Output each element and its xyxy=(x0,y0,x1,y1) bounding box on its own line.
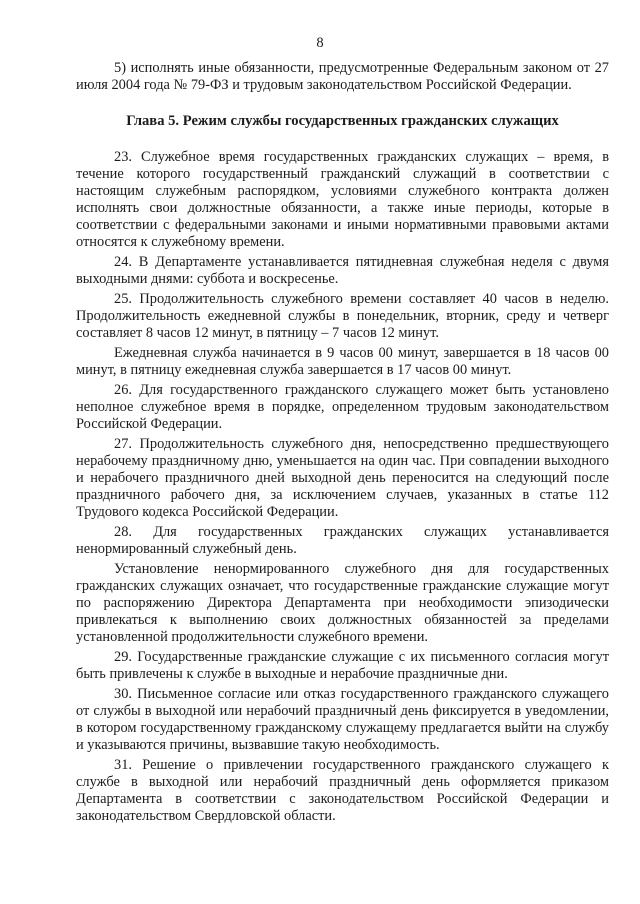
paragraph-30: 30. Письменное согласие или отказ государственного гражданского служащего от службы в выходной или нерабочий праздничный день фиксируется в уведомлении, в котором государственному гражданскому служащему предлагается выйти на службу и указываются причины, вызвавшие такую необходимость. xyxy=(76,686,609,753)
intro-item-5: 5) исполнять иные обязанности, предусмотренные Федеральным законом от 27 июля 2004 года № 79-ФЗ и трудовым законодательством Российской Федерации. xyxy=(76,60,609,93)
paragraph-28-continued: Установление ненормированного служебного дня для государственных гражданских служащих означает, что государственные гражданские служащие могут по распоряжению Директора Департамента при необходимости эпизодически привлекаться к выполнению своих должностных обязанностей за пределами установленной продолжительности служебного времени. xyxy=(76,561,609,645)
paragraph-31: 31. Решение о привлечении государственного гражданского служащего к службе в выходной или нерабочий праздничный день оформляется приказом Департамента в соответствии с законодательством Российской Федерации и законодательством Свердловской области. xyxy=(76,757,609,824)
chapter-title: Глава 5. Режим службы государственных гражданских служащих xyxy=(126,113,559,129)
paragraph-25-continued: Ежедневная служба начинается в 9 часов 00 минут, завершается в 18 часов 00 минут, в пятницу ежедневная служба завершается в 17 часов 00 минут. xyxy=(76,345,609,378)
document-body xyxy=(76,60,609,828)
paragraph-25: 25. Продолжительность служебного времени составляет 40 часов в неделю. Продолжительность ежедневной службы в понедельник, вторник, среду и четверг составляет 8 часов 12 минут, в пятницу – 7 часов 12 минут. xyxy=(76,291,609,341)
paragraph-24: 24. В Департаменте устанавливается пятидневная служебная неделя с двумя выходными днями: суббота и воскресенье. xyxy=(76,254,609,287)
page-number: 8 xyxy=(316,35,324,51)
paragraph-29: 29. Государственные гражданские служащие с их письменного согласия могут быть привлечены к службе в выходные и нерабочие праздничные дни. xyxy=(76,649,609,682)
paragraph-28: 28. Для государственных гражданских служащих устанавливается ненормированный служебный день. xyxy=(76,524,609,557)
paragraph-26: 26. Для государственного гражданского служащего может быть установлено неполное служебное время в порядке, определенном трудовым законодательством Российской Федерации. xyxy=(76,382,609,432)
paragraph-27: 27. Продолжительность служебного дня, непосредственно предшествующего нерабочему праздничному дню, уменьшается на один час. При совпадении выходного и нерабочего праздничного дней выходной день переносится на следующий после праздничного рабочего дня, за исключением случаев, указанных в статье 112 Трудового кодекса Российской Федерации. xyxy=(76,436,609,520)
paragraph-23: 23. Служебное время государственных гражданских служащих – время, в течение которого государственный гражданский служащий в соответствии с настоящим служебным распорядком, условиями служебного контракта должен исполнять свои должностные обязанности, а также иные периоды, которые в соответствии с федеральными законами и иными нормативными правовыми актами относятся к служебному времени. xyxy=(76,149,609,250)
